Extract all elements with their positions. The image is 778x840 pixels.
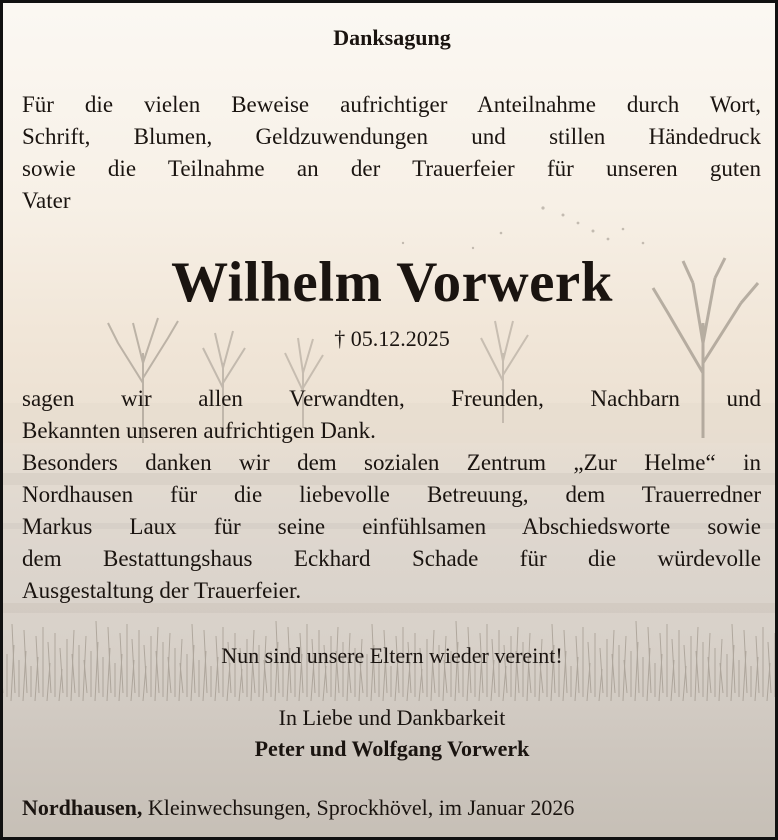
thanks-line: dem Bestattungshaus Eckhard Schade für die würdevolle	[22, 546, 761, 571]
intro-line: sowie die Teilnahme an der Trauerfeier für unseren guten	[22, 156, 761, 181]
thanks-line: Nordhausen für die liebevolle Betreuung, dem Trauerredner	[22, 482, 761, 507]
intro-line: Für die vielen Beweise aufrichtiger Anteilnahme durch Wort,	[22, 92, 761, 117]
place-and-date	[22, 793, 767, 823]
signatories: Peter und Wolfgang Vorwerk	[254, 736, 530, 761]
place-bold: Nordhausen,	[22, 795, 143, 820]
notice-content	[3, 3, 778, 840]
thanks-line: sagen wir allen Verwandten, Freunden, Nachbarn und	[22, 386, 761, 411]
sign-off: In Liebe und Dankbarkeit	[278, 705, 506, 730]
thanks-line: Bekannten unseren aufrichtigen Dank.	[22, 418, 376, 443]
deceased-name: Wilhelm Vorwerk	[171, 251, 613, 314]
thanks-paragraph	[22, 383, 761, 607]
notice-title: Danksagung	[333, 25, 451, 50]
death-date: † 05.12.2025	[334, 326, 450, 351]
closing-line: Nun sind unsere Eltern wieder vereint!	[221, 643, 563, 668]
thanks-line: Ausgestaltung der Trauerfeier.	[22, 578, 302, 603]
place-rest: Kleinwechsungen, Sprockhövel, im Januar 2026	[142, 795, 575, 820]
thanks-line: Besonders danken wir dem sozialen Zentrum „Zur Helme“ in	[22, 450, 761, 475]
intro-line: Schrift, Blumen, Geldzuwendungen und stillen Händedruck	[22, 124, 761, 149]
intro-paragraph	[22, 89, 761, 217]
intro-line: Vater	[22, 188, 71, 213]
thanks-line: Markus Laux für seine einfühlsamen Abschiedsworte sowie	[22, 514, 761, 539]
